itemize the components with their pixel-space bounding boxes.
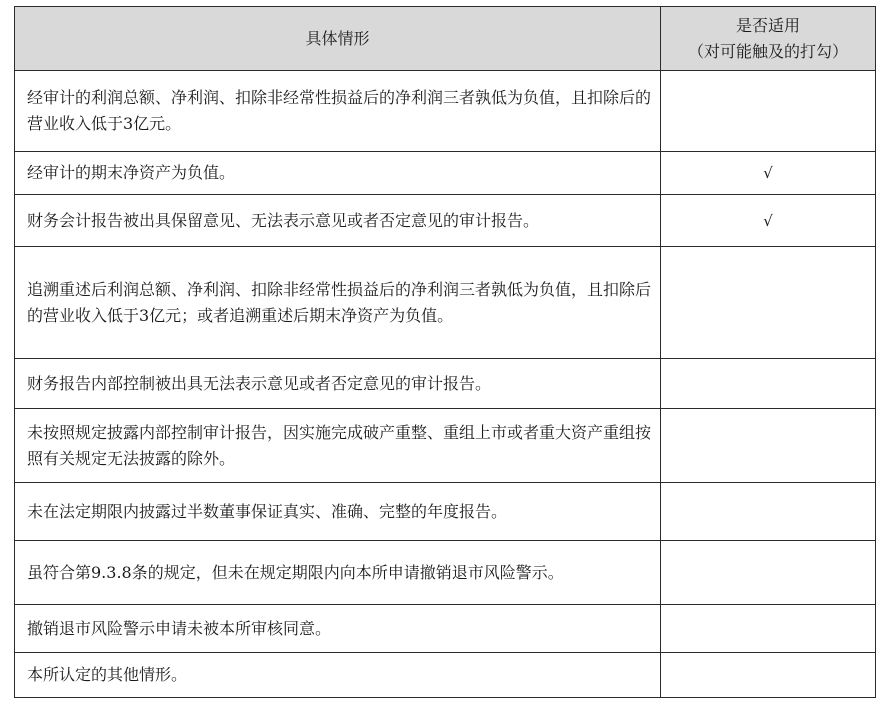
applicable-mark — [661, 653, 876, 698]
situation-text: 追溯重述后利润总额、净利润、扣除非经常性损益后的净利润三者孰低为负值，且扣除后的营业收入低于3亿元；或者追溯重述后期末净资产为负值。 — [15, 247, 661, 359]
applicable-mark — [661, 541, 876, 605]
situation-text: 未在法定期限内披露过半数董事保证真实、准确、完整的年度报告。 — [15, 483, 661, 541]
header-applicable-title: 是否适用 — [735, 15, 800, 35]
applicable-mark — [661, 409, 876, 483]
header-row — [15, 7, 876, 71]
check-mark: √ — [661, 195, 876, 247]
situation-text: 经审计的期末净资产为负值。 — [15, 152, 661, 195]
situation-text: 财务会计报告被出具保留意见、无法表示意见或者否定意见的审计报告。 — [15, 195, 661, 247]
table-row — [15, 195, 876, 247]
header-applicable — [661, 7, 876, 71]
situation-text: 经审计的利润总额、净利润、扣除非经常性损益后的净利润三者孰低为负值，且扣除后的营业收入低于3亿元。 — [15, 71, 661, 152]
applicable-mark — [661, 483, 876, 541]
table-row — [15, 71, 876, 152]
header-situation: 具体情形 — [15, 7, 661, 71]
situation-text: 财务报告内部控制被出具无法表示意见或者否定意见的审计报告。 — [15, 359, 661, 409]
table-row — [15, 409, 876, 483]
applicable-mark — [661, 605, 876, 653]
situation-text: 未按照规定披露内部控制审计报告，因实施完成破产重整、重组上市或者重大资产重组按照有关规定无法披露的除外。 — [15, 409, 661, 483]
table-row — [15, 483, 876, 541]
header-applicable-note: （对可能触及的打勾） — [687, 41, 848, 61]
check-mark: √ — [661, 152, 876, 195]
table-row — [15, 247, 876, 359]
applicable-mark — [661, 247, 876, 359]
table-row — [15, 653, 876, 698]
table-row — [15, 152, 876, 195]
table-row — [15, 541, 876, 605]
delisting-criteria-table — [14, 6, 876, 698]
applicable-mark — [661, 359, 876, 409]
table-row — [15, 359, 876, 409]
applicable-mark — [661, 71, 876, 152]
table-row — [15, 605, 876, 653]
situation-text: 撤销退市风险警示申请未被本所审核同意。 — [15, 605, 661, 653]
situation-text: 虽符合第9.3.8条的规定，但未在规定期限内向本所申请撤销退市风险警示。 — [15, 541, 661, 605]
situation-text: 本所认定的其他情形。 — [15, 653, 661, 698]
